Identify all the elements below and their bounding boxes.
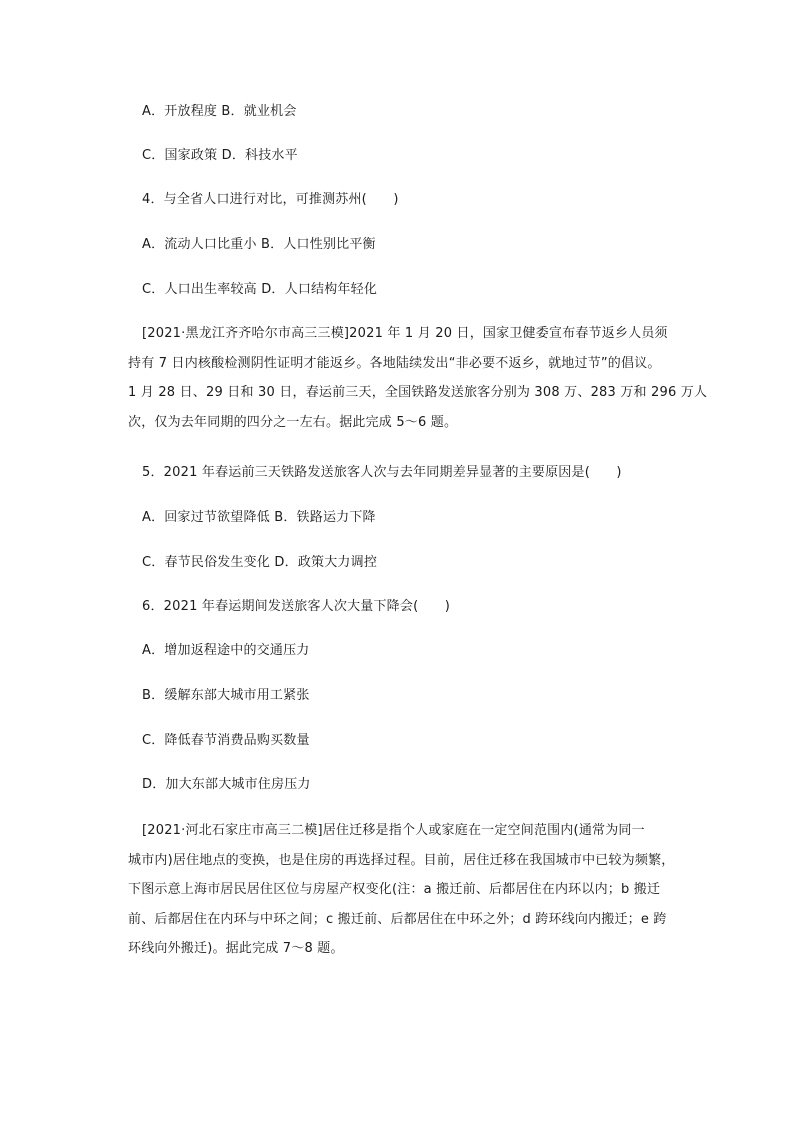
q6-option-d: D．加大东部大城市住房压力 [142,777,311,792]
passage-7-8-line-1: [2021·河北石家庄市高三二模]居住迁移是指个人或家庭在一定空间范围内(通常为同一 [142,823,645,838]
q4-option-cd: C．人口出生率较高 D．人口结构年轻化 [142,282,378,297]
q5-stem: 5．2021 年春运前三天铁路发送旅客人次与去年同期差异显著的主要原因是( ) [142,465,622,480]
passage-7-8 [128,816,675,964]
q5-option-ab: A．回家过节欲望降低 B．铁路运力下降 [142,510,376,525]
passage-7-8-line-3: 下图示意上海市居民居住区位与房屋产权变化(注：a 搬迁前、后都居住在内环以内；b 搬迁 [128,882,661,897]
q3-option-ab: A．开放程度 B．就业机会 [142,104,297,119]
q4-stem: 4．与全省人口进行对比，可推测苏州( ) [142,192,399,207]
passage-5-6-line-2: 持有 7 日内核酸检测阴性证明才能返乡。各地陆续发出“非必要不返乡，就地过节”的倡议。 [128,355,661,371]
q6-stem: 6．2021 年春运期间发送旅客人次大量下降会( ) [142,599,451,614]
q3-option-cd: C．国家政策 D．科技水平 [142,148,298,163]
passage-7-8-line-5: 环线向外搬迁)。据此完成 7～8 题。 [128,941,344,956]
q4-option-ab: A．流动人口比重小 B．人口性别比平衡 [142,237,376,252]
passage-5-6-line-3: 1 月 28 日、29 日和 30 日，春运前三天，全国铁路发送旅客分别为 308 万、283 万和 296 万人 [128,385,708,400]
passage-7-8-line-2: 城市内)居住地点的变换，也是住房的再选择过程。目前，居住迁移在我国城市中已较为频繁， [128,852,675,868]
q6-option-a: A．增加返程途中的交通压力 [142,643,310,658]
q6-option-c: C．降低春节消费品购买数量 [142,733,310,748]
q6-option-b: B．缓解东部大城市用工紧张 [142,688,310,703]
passage-5-6 [128,319,708,437]
q5-option-cd: C．春节民俗发生变化 D．政策大力调控 [142,555,378,570]
passage-5-6-line-4: 次，仅为去年同期的四分之一左右。据此完成 5～6 题。 [128,414,458,430]
passage-5-6-line-1: [2021·黑龙江齐齐哈尔市高三三模]2021 年 1 月 20 日，国家卫健委宣布春节返乡人员须 [142,326,668,341]
passage-7-8-line-4: 前、后都居住在内环与中环之间；c 搬迁前、后都居住在中环之外；d 跨环线向内搬迁；e 跨 [128,911,667,927]
